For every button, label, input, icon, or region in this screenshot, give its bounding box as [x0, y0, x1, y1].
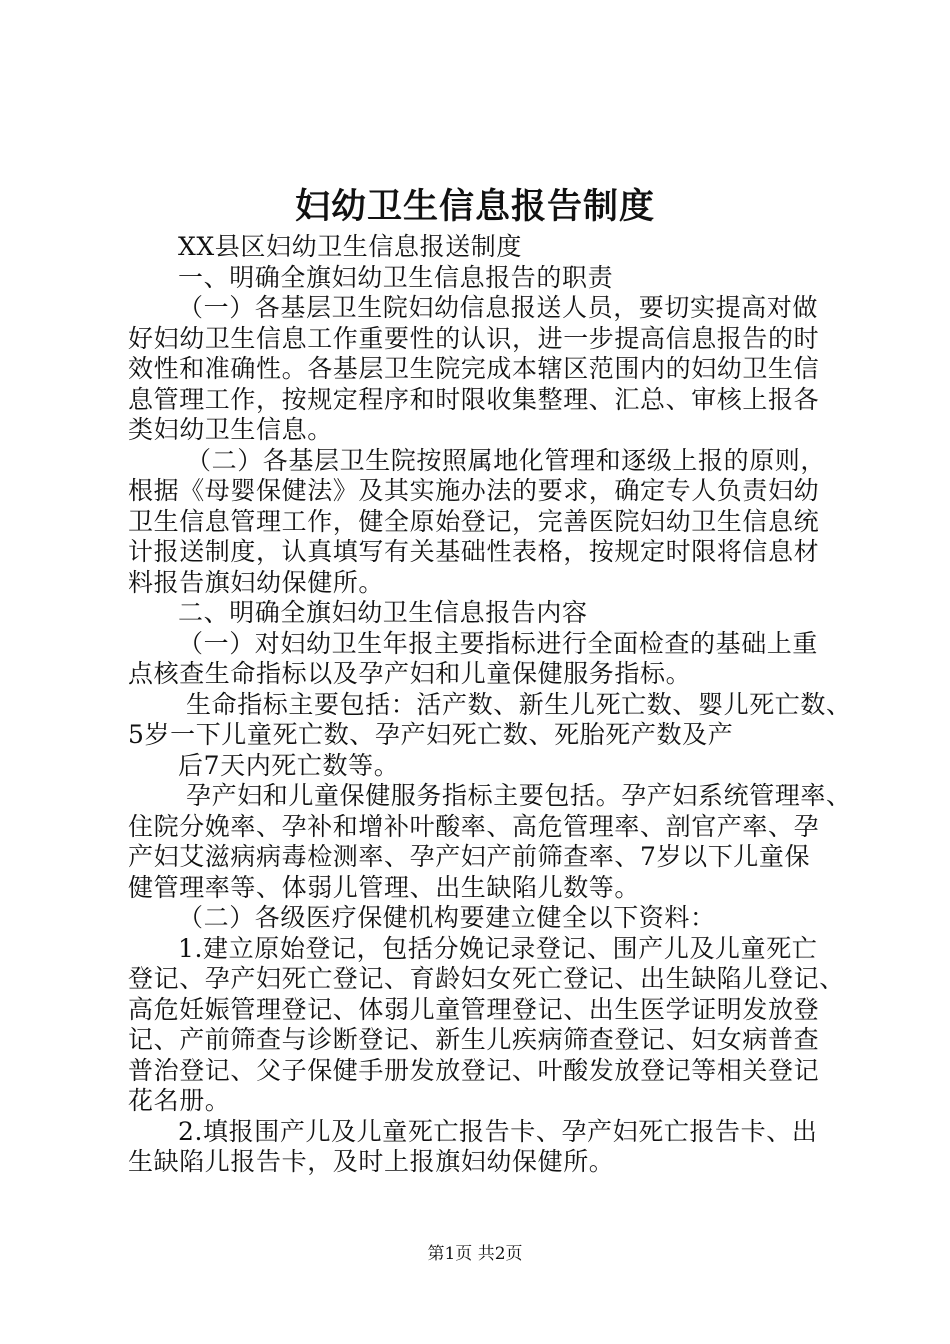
paragraph-line: 2.填报围产儿及儿童死亡报告卡、孕产妇死亡报告卡、出: [178, 1116, 818, 1146]
paragraph-line: 计报送制度，认真填写有关基础性表格，按规定时限将信息材: [128, 537, 820, 566]
paragraph-line: 普治登记、父子保健手册发放登记、叶酸发放登记等相关登记: [128, 1055, 820, 1085]
paragraph-line: （一）各基层卫生院妇幼信息报送人员，要切实提高对做: [178, 293, 819, 322]
paragraph-line: 类妇幼卫生信息。: [128, 415, 333, 444]
paragraph-line: 生缺陷儿报告卡，及时上报旗妇幼保健所。: [128, 1147, 615, 1176]
paragraph-line: 高危妊娠管理登记、体弱儿童管理登记、出生医学证明发放登: [128, 994, 820, 1024]
paragraph-line: （一）对妇幼卫生年报主要指标进行全面检查的基础上重: [178, 628, 819, 658]
section-heading-2: 二、明确全旗妇幼卫生信息报告内容: [178, 598, 588, 627]
document-title: 妇幼卫生信息报告制度: [294, 186, 655, 227]
paragraph-line: 登记、孕产妇死亡登记、育龄妇女死亡登记、出生缺陷儿登记、: [128, 964, 845, 993]
paragraph-line: 效性和准确性。各基层卫生院完成本辖区范围内的妇幼卫生信: [128, 354, 820, 383]
subtitle-line: XX县区妇幼卫生信息报送制度: [178, 232, 522, 261]
paragraph-line: 健管理率等、体弱儿管理、出生缺陷儿数等。: [128, 872, 641, 902]
paragraph-line: 住院分娩率、孕补和增补叶酸率、高危管理率、剖官产率、孕: [128, 811, 820, 841]
paragraph-line: 孕产妇和儿童保健服务指标主要包括。孕产妇系统管理率、: [186, 781, 852, 810]
paragraph-line: 花名册。: [128, 1086, 231, 1115]
paragraph-line: 5岁一下儿童死亡数、孕产妇死亡数、死胎死产数及产: [128, 720, 734, 749]
section-heading-1: 一、明确全旗妇幼卫生信息报告的职责: [178, 262, 614, 292]
paragraph-line: 后7天内死亡数等。: [178, 750, 400, 780]
paragraph-line: 根据《母婴保健法》及其实施办法的要求，确定专人负责妇幼: [128, 476, 820, 505]
page-footer: 第1页 共2页: [427, 1244, 523, 1264]
paragraph-line: 1.建立原始登记，包括分娩记录登记、围产儿及儿童死亡: [178, 933, 818, 963]
paragraph-line: （二）各基层卫生院按照属地化管理和逐级上报的原则，: [186, 445, 827, 475]
paragraph-line: 点核查生命指标以及孕产妇和儿童保健服务指标。: [128, 659, 692, 688]
paragraph-line: 料报告旗妇幼保健所。: [128, 567, 385, 597]
paragraph-line: 记、产前筛查与诊断登记、新生儿疾病筛查登记、妇女病普查: [128, 1025, 820, 1054]
paragraph-line: 卫生信息管理工作，健全原始登记，完善医院妇幼卫生信息统: [128, 506, 820, 536]
document-body: [128, 232, 852, 1178]
paragraph-line: 产妇艾滋病病毒检测率、孕产妇产前筛查率、7岁以下儿童保: [128, 842, 811, 871]
paragraph-line: 生命指标主要包括：活产数、新生儿死亡数、婴儿死亡数、: [186, 689, 852, 719]
paragraph-line: 息管理工作，按规定程序和时限收集整理、汇总、审核上报各: [128, 384, 820, 414]
paragraph-line: 好妇幼卫生信息工作重要性的认识，进一步提高信息报告的时: [128, 323, 820, 353]
paragraph-line: （二）各级医疗保健机构要建立健全以下资料：: [178, 903, 716, 932]
